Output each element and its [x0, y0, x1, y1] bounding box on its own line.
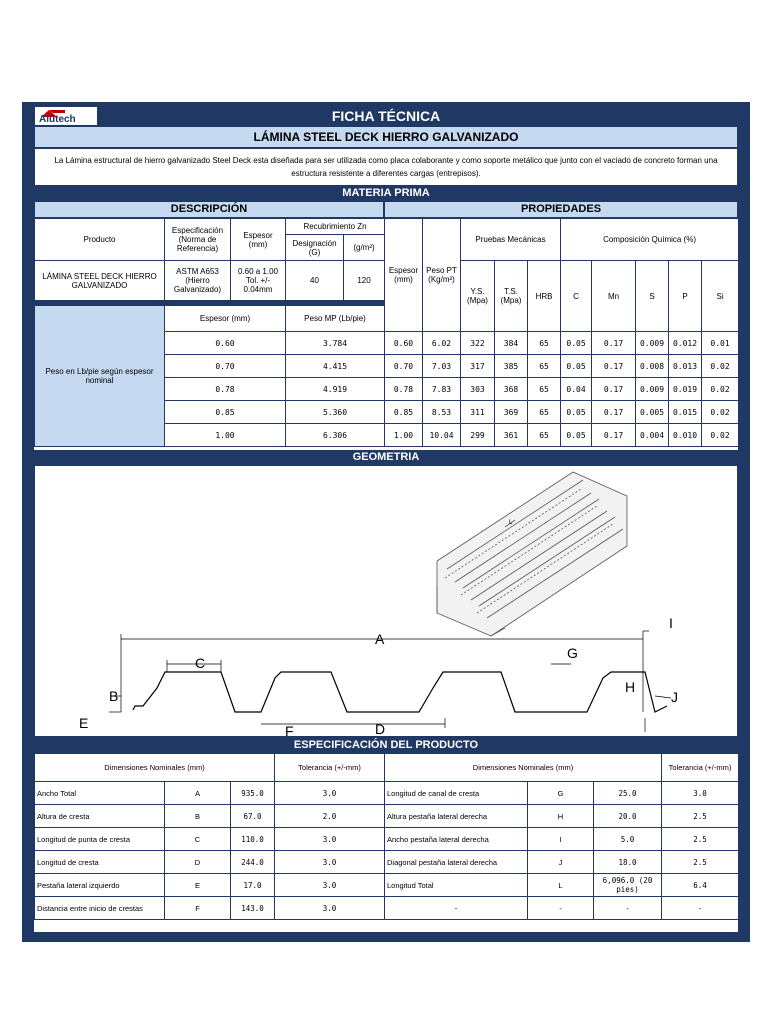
tol-header: Tolerancia (+/-mm) — [662, 754, 739, 782]
cell: 0.17 — [592, 355, 636, 378]
title-band — [34, 106, 738, 126]
spec-tol: 2.5 — [662, 851, 739, 874]
spec-code: L — [528, 874, 594, 897]
geo-label-c: C — [195, 655, 206, 671]
cell: 0.17 — [592, 424, 636, 447]
spec-row — [35, 897, 385, 920]
steel-deck-drawing — [35, 466, 737, 736]
geo-label-b: B — [109, 688, 119, 704]
spec-name: Ancho Total — [35, 782, 165, 805]
table-row — [385, 332, 739, 355]
espesor-header: Espesor (mm) — [231, 219, 286, 261]
peso-mp-header: Peso MP (Lb/pie) — [286, 306, 385, 332]
cell: 311 — [461, 401, 495, 424]
s-header: S — [636, 261, 669, 332]
c-header: C — [561, 261, 592, 332]
cell: 0.008 — [636, 355, 669, 378]
cell: 6.02 — [423, 332, 461, 355]
cell: 1.00 — [385, 424, 423, 447]
tol-header: Tolerancia (+/-mm) — [275, 754, 385, 782]
cell: 299 — [461, 424, 495, 447]
spec-value: 244.0 — [231, 851, 275, 874]
cell: 0.013 — [669, 355, 702, 378]
spec-table-right — [384, 753, 739, 920]
cell: 0.012 — [669, 332, 702, 355]
cell: 7.03 — [423, 355, 461, 378]
geometria-band — [34, 450, 738, 465]
materia-prima-band — [34, 186, 738, 201]
spec-tol: 3.0 — [275, 782, 385, 805]
cell: 0.004 — [636, 424, 669, 447]
cell: 0.010 — [669, 424, 702, 447]
cell: 0.17 — [592, 378, 636, 401]
table-row — [385, 378, 739, 401]
gm2-value: 120 — [344, 261, 385, 301]
geo-label-i: I — [669, 615, 673, 631]
spec-name: Altura de cresta — [35, 805, 165, 828]
row-peso-mp: 5.360 — [286, 401, 385, 424]
cross-section-profile — [133, 672, 667, 712]
spec-value: 20.0 — [594, 805, 662, 828]
p-header: P — [669, 261, 702, 332]
especificacion-header: Especificación (Norma de Referencia) — [165, 219, 231, 261]
cell: 0.60 — [385, 332, 423, 355]
ts-header: T.S. (Mpa) — [495, 261, 528, 332]
spec-tol: 3.0 — [275, 874, 385, 897]
peso-label: Peso en Lb/pie según espesor nominal — [35, 306, 165, 447]
cell: 0.17 — [592, 332, 636, 355]
cell: 0.70 — [385, 355, 423, 378]
hrb-header: HRB — [528, 261, 561, 332]
cell: 385 — [495, 355, 528, 378]
spec-row — [35, 782, 385, 805]
spec-code: E — [165, 874, 231, 897]
dim-header: Dimensiones Nominales (mm) — [35, 754, 275, 782]
cell: 0.05 — [561, 424, 592, 447]
prop-espesor-header: Espesor (mm) — [385, 219, 423, 332]
row-espesor: 0.85 — [165, 401, 286, 424]
spec-tol: 6.4 — [662, 874, 739, 897]
cell: 0.04 — [561, 378, 592, 401]
spec-row — [35, 828, 385, 851]
si-header: Si — [702, 261, 739, 332]
cell: 0.01 — [702, 332, 739, 355]
spec-row — [385, 897, 739, 920]
cell: 0.05 — [561, 332, 592, 355]
cell: 65 — [528, 355, 561, 378]
cell: 361 — [495, 424, 528, 447]
isometric-deck-illustration — [437, 472, 627, 636]
spec-value: 143.0 — [231, 897, 275, 920]
cell: 65 — [528, 424, 561, 447]
geo-label-f: F — [285, 723, 294, 736]
spec-name: Longitud de punta de cresta — [35, 828, 165, 851]
spec-code: D — [165, 851, 231, 874]
cell: 10.04 — [423, 424, 461, 447]
spec-code: C — [165, 828, 231, 851]
propiedades-title: PROPIEDADES — [520, 203, 602, 215]
spec-code: - — [528, 897, 594, 920]
row-espesor: 0.78 — [165, 378, 286, 401]
spec-code: F — [165, 897, 231, 920]
geo-label-d: D — [375, 721, 386, 736]
spec-tol: 2.0 — [275, 805, 385, 828]
cell: 384 — [495, 332, 528, 355]
cell: 0.019 — [669, 378, 702, 401]
datasheet — [22, 102, 750, 942]
producto-value: LÁMINA STEEL DECK HIERRO GALVANIZADO — [35, 261, 165, 301]
spec-name: Altura pestaña lateral derecha — [385, 805, 528, 828]
spec-row — [385, 805, 739, 828]
cell: 0.05 — [561, 355, 592, 378]
row-peso-mp: 4.919 — [286, 378, 385, 401]
descripcion-title: DESCRIPCIÓN — [170, 203, 248, 215]
especificacion-title: ESPECIFICACIÓN DEL PRODUCTO — [293, 739, 479, 751]
spec-value: - — [594, 897, 662, 920]
spec-code: H — [528, 805, 594, 828]
spec-row — [385, 851, 739, 874]
spec-value: 18.0 — [594, 851, 662, 874]
dim-header: Dimensiones Nominales (mm) — [385, 754, 662, 782]
gm2-header: (g/m²) — [344, 235, 385, 261]
cell: 0.05 — [561, 401, 592, 424]
cell: 303 — [461, 378, 495, 401]
especificacion-band — [34, 737, 738, 753]
geo-label-h: H — [625, 679, 636, 695]
cell: 0.02 — [702, 355, 739, 378]
description-text: La Lámina estructural de hierro galvanizado Steel Deck esta diseñada para ser utilizada como placa colaborante y como soporte metálico que junto con el vaciado de concreto forman una estructura resistente a diferentes cargas (entrepisos). — [54, 156, 718, 178]
cell: 0.85 — [385, 401, 423, 424]
spec-name: Distancia entre inicio de crestas — [35, 897, 165, 920]
geo-label-g: G — [567, 645, 578, 661]
spec-name: Longitud de cresta — [35, 851, 165, 874]
spec-name: Longitud de canal de cresta — [385, 782, 528, 805]
table-row — [385, 424, 739, 447]
spec-name: Diagonal pestaña lateral derecha — [385, 851, 528, 874]
geometry-drawing-area — [34, 465, 738, 737]
spec-code: G — [528, 782, 594, 805]
spec-code: A — [165, 782, 231, 805]
cell: 0.005 — [636, 401, 669, 424]
descripcion-header — [34, 201, 384, 218]
spec-name: Ancho pestaña lateral derecha — [385, 828, 528, 851]
spec-tol: 3.0 — [275, 828, 385, 851]
cell: 0.02 — [702, 424, 739, 447]
cell: 65 — [528, 378, 561, 401]
cell: 0.009 — [636, 378, 669, 401]
especificacion-value: ASTM A653 (Hierro Galvanizado) — [165, 261, 231, 301]
dimension-lines — [109, 631, 671, 732]
ys-header: Y.S. (Mpa) — [461, 261, 495, 332]
spec-name: - — [385, 897, 528, 920]
spec-tol: - — [662, 897, 739, 920]
cell: 0.02 — [702, 378, 739, 401]
geo-label-a: A — [375, 631, 385, 647]
row-peso-mp: 6.306 — [286, 424, 385, 447]
cell: 369 — [495, 401, 528, 424]
recubrimiento-header: Recubrimiento Zn — [286, 219, 385, 235]
spec-value: 935.0 — [231, 782, 275, 805]
cell: 0.78 — [385, 378, 423, 401]
page-title: FICHA TÉCNICA — [331, 108, 441, 124]
spec-tol: 2.5 — [662, 805, 739, 828]
spec-code: J — [528, 851, 594, 874]
pruebas-header: Pruebas Mecánicas — [461, 219, 561, 261]
spec-value: 5.0 — [594, 828, 662, 851]
cell: 322 — [461, 332, 495, 355]
spec-value: 110.0 — [231, 828, 275, 851]
geo-label-l: L — [509, 520, 513, 526]
row-espesor: 1.00 — [165, 424, 286, 447]
spec-row — [35, 874, 385, 897]
row-espesor: 0.70 — [165, 355, 286, 378]
designacion-header: Designación (G) — [286, 235, 344, 261]
spec-row — [35, 805, 385, 828]
row-espesor: 0.60 — [165, 332, 286, 355]
spec-table-left — [34, 753, 385, 920]
spec-name: Pestaña lateral izquierdo — [35, 874, 165, 897]
cell: 0.17 — [592, 401, 636, 424]
spec-name: Longitud Total — [385, 874, 528, 897]
cell: 65 — [528, 401, 561, 424]
peso-table — [34, 305, 385, 447]
row-peso-mp: 3.784 — [286, 332, 385, 355]
spec-row — [35, 851, 385, 874]
spec-value: 67.0 — [231, 805, 275, 828]
geo-label-e: E — [79, 715, 89, 731]
geo-label-j: J — [671, 689, 678, 705]
spec-tol: 3.0 — [275, 851, 385, 874]
geometria-title: GEOMETRIA — [352, 451, 420, 463]
materia-prima-title: MATERIA PRIMA — [342, 187, 430, 199]
datasheet-content — [34, 106, 738, 932]
spec-value: 25.0 — [594, 782, 662, 805]
table-row — [385, 401, 739, 424]
spec-tol: 3.0 — [275, 897, 385, 920]
propiedades-header — [384, 201, 738, 218]
product-description — [34, 148, 738, 186]
cell: 317 — [461, 355, 495, 378]
cell: 7.83 — [423, 378, 461, 401]
logo — [35, 107, 97, 125]
row-peso-mp: 4.415 — [286, 355, 385, 378]
spec-row — [385, 782, 739, 805]
producto-header: Producto — [35, 219, 165, 261]
spec-value: 17.0 — [231, 874, 275, 897]
spec-code: I — [528, 828, 594, 851]
spec-tol: 3.0 — [662, 782, 739, 805]
composicion-header: Composición Química (%) — [561, 219, 739, 261]
prop-peso-pt-header: Peso PT (Kg/m²) — [423, 219, 461, 332]
mn-header: Mn — [592, 261, 636, 332]
cell: 0.02 — [702, 401, 739, 424]
espesor-value: 0.60 a 1.00 Tol. +/- 0.04mm — [231, 261, 286, 301]
table-row — [385, 355, 739, 378]
propiedades-table — [384, 218, 739, 447]
spec-code: B — [165, 805, 231, 828]
spec-value: 6,096.0 (20 pies) — [594, 874, 662, 897]
subtitle-band — [34, 126, 738, 148]
descripcion-table — [34, 218, 385, 301]
cell: 0.009 — [636, 332, 669, 355]
product-subtitle: LÁMINA STEEL DECK HIERRO GALVANIZADO — [253, 130, 519, 144]
spec-row — [385, 874, 739, 897]
cell: 0.015 — [669, 401, 702, 424]
cell: 368 — [495, 378, 528, 401]
spec-row — [385, 828, 739, 851]
designacion-value: 40 — [286, 261, 344, 301]
espesor-mm-header: Espesor (mm) — [165, 306, 286, 332]
cell: 65 — [528, 332, 561, 355]
spec-tol: 2.5 — [662, 828, 739, 851]
logo-text: Alutech — [39, 114, 76, 125]
cell: 8.53 — [423, 401, 461, 424]
